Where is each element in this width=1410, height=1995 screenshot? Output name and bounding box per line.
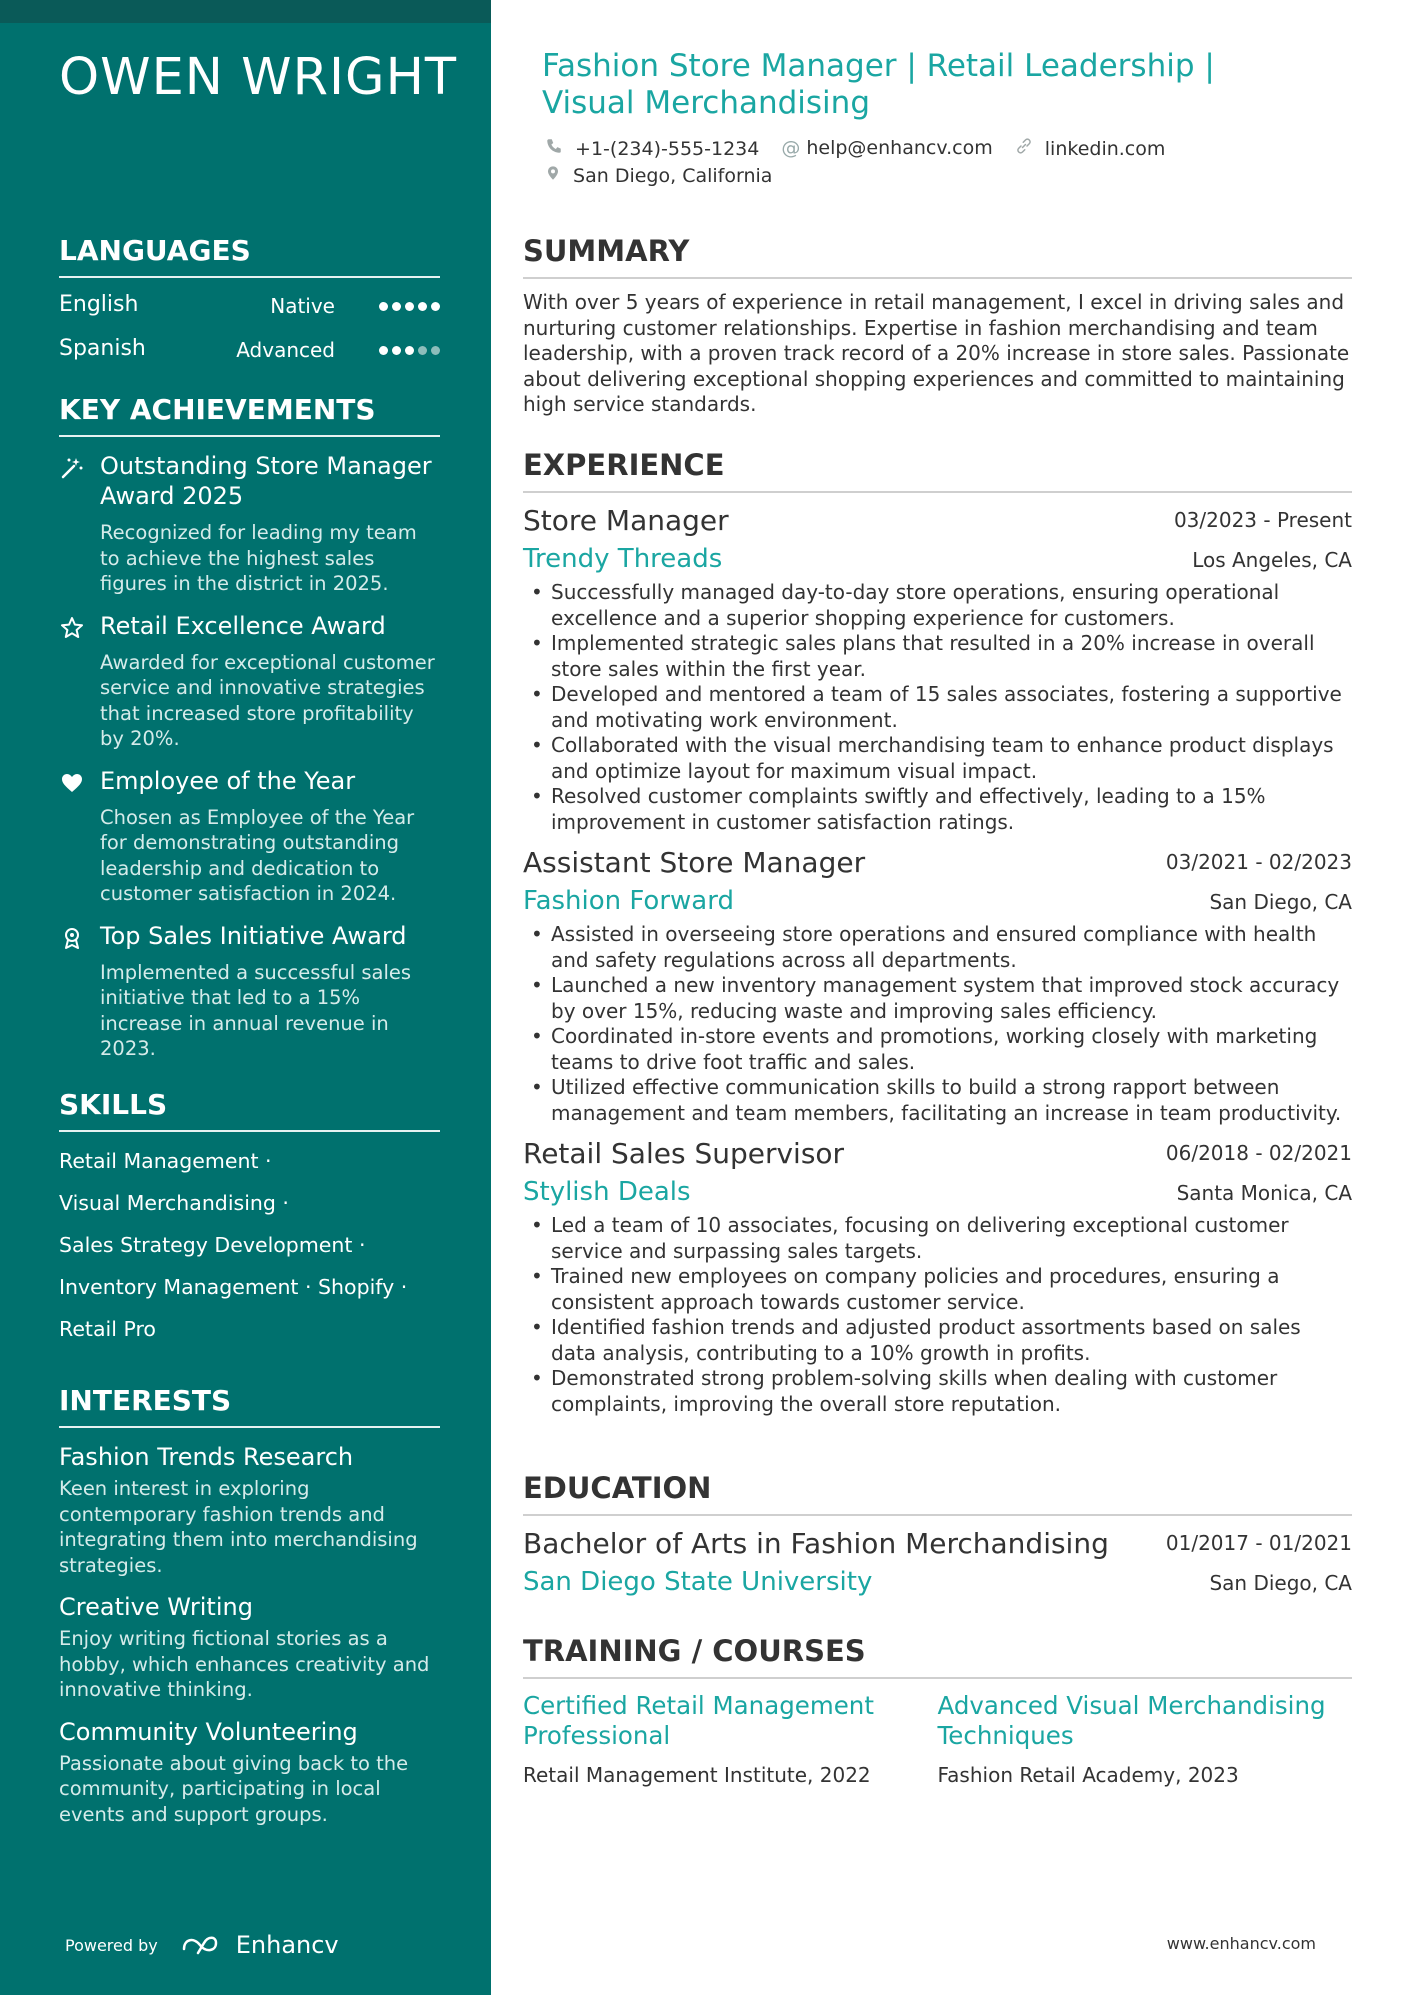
- sidebar: [0, 0, 491, 1995]
- course-institution: Retail Management Institute, 2022: [523, 1763, 871, 1787]
- interest-description: Keen interest in exploring contemporary fashion trends and integrating them into merchandising strategies.: [59, 1477, 418, 1577]
- proficiency-dot: [405, 302, 414, 311]
- enhancv-logo-icon: [182, 1933, 226, 1957]
- job-company: Trendy Threads: [523, 544, 723, 574]
- proficiency-dot: [392, 302, 401, 311]
- job-title: Retail Sales Supervisor: [523, 1137, 845, 1170]
- heart-icon: [59, 770, 85, 796]
- proficiency-dot: [379, 302, 388, 311]
- enhancv-brand-name: Enhancv: [235, 1931, 339, 1959]
- skills-heading: SKILLS: [59, 1088, 440, 1132]
- job-bullets: [523, 922, 1352, 1126]
- job-location: Los Angeles, CA: [1192, 548, 1352, 572]
- location-contact: [545, 164, 772, 187]
- interest-item: [59, 1442, 440, 1578]
- job-dates: 03/2021 - 02/2023: [1165, 850, 1352, 874]
- achievements-section: [59, 393, 440, 1062]
- proficiency-dot: [379, 346, 388, 355]
- skill-line: Inventory Management · Shopify ·: [59, 1275, 408, 1299]
- achievement-description: Chosen as Employee of the Year for demonstrating outstanding leadership and dedication to customer satisfaction in 2024.: [100, 805, 415, 905]
- experience-heading: EXPERIENCE: [523, 448, 1352, 493]
- job-company: Stylish Deals: [523, 1177, 691, 1207]
- job-title: Assistant Store Manager: [523, 846, 866, 879]
- job-bullet: • Led a team of 10 associates, focusing on delivering exceptional customer service and surpassing sales targets.: [551, 1213, 1352, 1264]
- phone-icon: [545, 138, 569, 160]
- medal-icon: [59, 925, 85, 951]
- proficiency-dot: [418, 346, 427, 355]
- job-bullets: [523, 1213, 1352, 1417]
- proficiency-dot: [431, 346, 440, 355]
- magic-wand-icon: [59, 455, 85, 481]
- languages-section: [59, 234, 440, 370]
- at-icon: @: [781, 137, 801, 159]
- language-level: Native: [270, 294, 335, 318]
- interests-heading: INTERESTS: [59, 1384, 440, 1428]
- proficiency-dots: [379, 302, 440, 311]
- link-icon: [1015, 138, 1039, 160]
- experience-section: [523, 448, 1352, 1417]
- course-title: Advanced Visual Merchandising Techniques: [937, 1691, 1326, 1750]
- education-heading: EDUCATION: [523, 1471, 1352, 1516]
- phone-text: +1-(234)-555-1234: [575, 138, 760, 160]
- interest-description: Enjoy writing fictional stories as a hobby, which enhances creativity and innovative thinking.: [59, 1627, 430, 1701]
- star-icon: [59, 615, 85, 641]
- linkedin-contact[interactable]: [1015, 137, 1166, 160]
- interest-item: [59, 1717, 440, 1828]
- achievement-description: Awarded for exceptional customer service and innovative strategies that increased store profitability by 20%.: [100, 650, 435, 750]
- job-bullet: • Developed and mentored a team of 15 sales associates, fostering a supportive and motivating work environment.: [551, 682, 1352, 733]
- interest-item: [59, 1592, 440, 1703]
- education-dates: 01/2017 - 01/2021: [1165, 1531, 1352, 1555]
- achievement-item: [59, 766, 440, 907]
- job-bullet: • Identified fashion trends and adjusted product assortments based on sales data analysis, contributing to a 10% growth in profits.: [551, 1315, 1352, 1366]
- achievement-title: Employee of the Year: [100, 766, 356, 795]
- sidebar-top-strip: [0, 0, 491, 23]
- job-bullet: • Utilized effective communication skills to build a strong rapport between management and team members, facilitating an increase in team productivity.: [551, 1075, 1352, 1126]
- course-title: Certified Retail Management Professional: [523, 1691, 874, 1750]
- job-company: Fashion Forward: [523, 886, 734, 916]
- interests-section: [59, 1384, 440, 1827]
- interest-description: Passionate about giving back to the community, participating in local events and support groups.: [59, 1751, 409, 1826]
- course-institution: Fashion Retail Academy, 2023: [937, 1763, 1239, 1787]
- location-text: San Diego, California: [573, 165, 773, 187]
- achievement-item: [59, 611, 440, 752]
- achievement-title: Outstanding Store Manager Award 2025: [100, 452, 432, 510]
- skill-line: Sales Strategy Development ·: [59, 1233, 366, 1257]
- job-bullet: • Demonstrated strong problem-solving skills when dealing with customer complaints, improving the overall store reputation.: [551, 1366, 1352, 1417]
- job-entry: [523, 502, 1352, 835]
- course-item: [523, 1691, 938, 1787]
- proficiency-dots: [379, 346, 440, 355]
- job-bullet: • Successfully managed day-to-day store operations, ensuring operational excellence and a superior shopping experience for customers.: [551, 580, 1352, 631]
- proficiency-dot: [405, 346, 414, 355]
- job-bullet: • Collaborated with the visual merchandising team to enhance product displays and optimize layout for maximum visual impact.: [551, 733, 1352, 784]
- school-location: San Diego, CA: [1209, 1571, 1352, 1595]
- language-name: Spanish: [59, 336, 146, 361]
- summary-heading: SUMMARY: [523, 234, 1352, 279]
- degree-title: Bachelor of Arts in Fashion Merchandising: [523, 1527, 1109, 1560]
- education-entry: [523, 1525, 1352, 1603]
- interest-title: Fashion Trends Research: [59, 1443, 354, 1471]
- language-row: [59, 326, 440, 370]
- job-bullet: • Launched a new inventory management system that improved stock accuracy by over 15%, reducing waste and improving sales efficiency.: [551, 973, 1352, 1024]
- summary-text: With over 5 years of experience in retail management, I excel in driving sales and nurturing customer relationships. Expertise in fashion merchandising and team leadership, with a proven track record of a 20% increase in store sales. Passionate about delivering exceptional shopping experiences and committed to maintaining high service standards.: [523, 290, 1350, 416]
- skill-line: Retail Management ·: [59, 1149, 272, 1173]
- job-entry: [523, 1135, 1352, 1417]
- skill-line: Visual Merchandising ·: [59, 1191, 289, 1215]
- interest-title: Creative Writing: [59, 1593, 253, 1621]
- achievements-heading: KEY ACHIEVEMENTS: [59, 393, 440, 437]
- location-row: [545, 164, 772, 187]
- languages-heading: LANGUAGES: [59, 234, 440, 278]
- interest-title: Community Volunteering: [59, 1717, 358, 1746]
- job-bullet: • Trained new employees on company policies and procedures, ensuring a consistent approach towards customer service.: [551, 1264, 1352, 1315]
- job-bullet: • Resolved customer complaints swiftly and effectively, leading to a 15% improvement in customer satisfaction ratings.: [551, 784, 1352, 835]
- training-heading: TRAINING / COURSES: [523, 1634, 1352, 1679]
- skill-line: Retail Pro: [59, 1317, 156, 1341]
- phone-contact[interactable]: [545, 137, 759, 160]
- job-bullets: [523, 580, 1352, 835]
- proficiency-dot: [431, 302, 440, 311]
- job-dates: 03/2023 - Present: [1173, 508, 1352, 532]
- language-level: Advanced: [236, 338, 335, 362]
- footer-url[interactable]: www.enhancv.com: [1166, 1934, 1316, 1953]
- job-bullet: • Coordinated in-store events and promotions, working closely with marketing teams to drive foot traffic and sales.: [551, 1024, 1352, 1075]
- school-name: San Diego State University: [523, 1567, 873, 1597]
- job-bullet: • Implemented strategic sales plans that resulted in a 20% increase in overall store sales within the first year.: [551, 631, 1352, 682]
- course-item: [938, 1691, 1353, 1787]
- email-text: help@enhancv.com: [806, 137, 993, 159]
- job-location: San Diego, CA: [1209, 890, 1352, 914]
- job-bullet: • Assisted in overseeing store operations and ensured compliance with health and safety regulations across all departments.: [551, 922, 1352, 973]
- skills-section: [59, 1088, 440, 1350]
- linkedin-text: linkedin.com: [1044, 138, 1166, 160]
- job-dates: 06/2018 - 02/2021: [1165, 1141, 1352, 1165]
- job-title: Store Manager: [523, 504, 729, 537]
- language-row: [59, 282, 440, 326]
- summary-section: [523, 234, 1352, 418]
- job-location: Santa Monica, CA: [1176, 1181, 1352, 1205]
- achievement-item: [59, 921, 440, 1062]
- powered-by: [65, 1931, 339, 1959]
- powered-by-label: Powered by: [65, 1935, 158, 1955]
- language-name: English: [59, 292, 139, 317]
- location-pin-icon: [545, 165, 567, 187]
- email-contact[interactable]: [781, 137, 992, 160]
- contact-row: [545, 137, 1165, 160]
- achievement-description: Implemented a successful sales initiative that led to a 15% increase in annual revenue in 2023.: [100, 960, 412, 1060]
- proficiency-dot: [418, 302, 427, 311]
- achievement-description: Recognized for leading my team to achieve the highest sales figures in the district in 2025.: [100, 521, 417, 595]
- achievement-title: Top Sales Initiative Award: [100, 921, 407, 950]
- candidate-name: OWEN WRIGHT: [59, 48, 458, 107]
- headline: Fashion Store Manager | Retail Leadership | Visual Merchandising: [542, 48, 1215, 121]
- achievement-item: [59, 451, 440, 597]
- training-section: [523, 1634, 1352, 1787]
- achievement-title: Retail Excellence Award: [100, 611, 386, 640]
- proficiency-dot: [392, 346, 401, 355]
- education-section: [523, 1471, 1352, 1603]
- enhancv-logo[interactable]: [182, 1931, 339, 1959]
- job-entry: [523, 844, 1352, 1126]
